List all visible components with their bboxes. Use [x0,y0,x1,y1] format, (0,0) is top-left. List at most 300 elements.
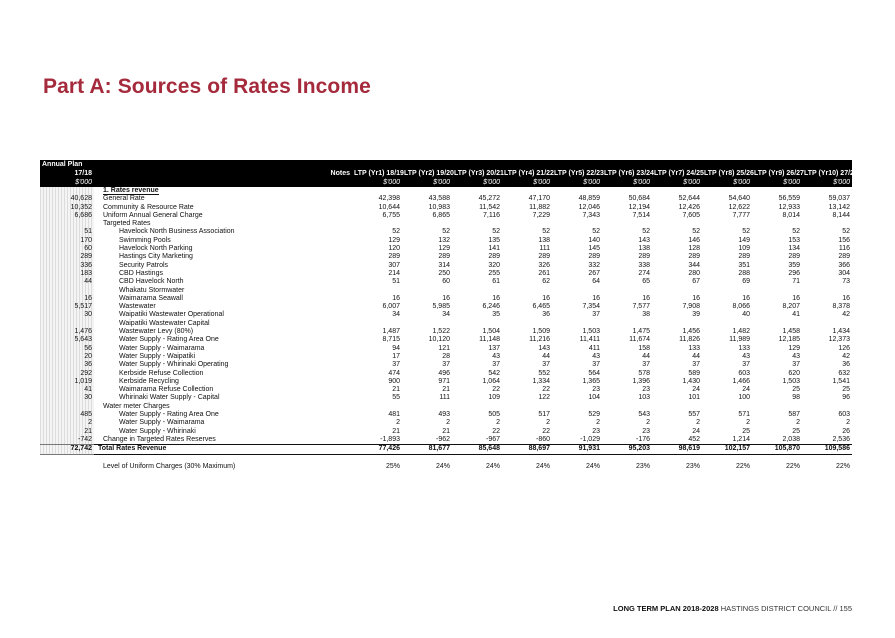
year-value [552,187,602,195]
year-value: 42 [842,311,850,319]
annual-plan-value: 292 [40,370,94,378]
notes-cell [312,353,352,361]
year-value [702,287,752,295]
year-value: 1,365 [582,377,600,385]
year-value: 16 [392,294,400,302]
year-value: 11,882 [529,203,550,211]
notes-cell [312,303,352,311]
year-value: 22 [542,427,550,435]
year-value: 6,007 [382,303,400,311]
year-value [452,320,502,328]
year-value: 36 [542,311,550,319]
year-value: 104 [588,394,600,402]
row-label: CBD Hastings [119,269,163,277]
year-value: 16 [692,294,700,302]
table-row [40,428,852,436]
column-header: LTP (Yr1) 18/19 [354,170,404,177]
year-value: 16 [592,294,600,302]
year-value [652,220,702,228]
year-value [752,320,802,328]
table-row [40,353,852,361]
table-row [40,320,852,328]
table-row [40,311,852,319]
row-label: Waipatiki Wastewater Operational [119,311,224,319]
column-unit: $'000 [452,178,502,187]
year-value: 52 [792,228,800,236]
year-value [502,320,552,328]
year-value: 1,334 [532,377,550,385]
row-label: Swimming Pools [119,236,171,244]
year-value: 39 [692,311,700,319]
row-label [94,454,312,463]
column-header: LTP (Yr5) 22/23 [554,170,604,177]
page-title: Part A: Sources of Rates Income [43,75,371,98]
annual-plan-value: 1,019 [40,378,94,386]
table-row [40,262,852,270]
table-row [40,386,852,394]
year-value [402,220,452,228]
year-value: 289 [538,253,550,261]
year-value: 1,509 [532,328,550,336]
table-row [40,463,852,471]
year-value: 61 [492,278,500,286]
year-value: 88,697 [502,445,552,454]
year-value: 1,541 [832,377,850,385]
year-value: 1,466 [732,377,750,385]
year-value: 22 [542,386,550,394]
notes-cell [312,220,352,228]
year-value: 571 [738,411,750,419]
year-value: 24 [692,386,700,394]
year-value: 37 [592,361,600,369]
row-label: General Rate [103,195,145,203]
year-value [502,454,552,463]
year-value: 138 [638,245,650,253]
annual-plan-unit: $'000 [40,178,94,187]
year-value: 135 [488,236,500,244]
table-row [40,419,852,427]
year-value: 23% [635,462,650,470]
year-value: 129 [388,236,400,244]
year-value: 116 [838,245,850,253]
year-value: 24 [742,386,750,394]
year-value [702,454,752,463]
annual-plan-value: 21 [40,428,94,436]
year-value: 10,983 [428,203,450,211]
year-value: 8,066 [732,303,750,311]
annual-plan-value: 41 [40,386,94,394]
year-value: 274 [638,269,650,277]
year-value: 6,465 [532,303,550,311]
annual-plan-value: 51 [40,228,94,236]
table-row [40,336,852,344]
year-value: 359 [788,261,800,269]
year-value: 102,157 [702,445,752,454]
year-value: 564 [588,369,600,377]
year-value: 8,378 [832,303,850,311]
row-label: Kerbside Refuse Collection [119,369,204,377]
year-value [352,187,402,195]
year-value: 603 [738,369,750,377]
annual-plan-value: 56 [40,345,94,353]
notes-cell [312,345,352,353]
notes-cell [312,411,352,419]
year-value: 314 [438,261,450,269]
year-value: 332 [588,261,600,269]
year-value: 52 [692,228,700,236]
year-value: 1,503 [582,328,600,336]
year-value: 1,482 [732,328,750,336]
year-value: 289 [588,253,600,261]
year-value: 1,064 [482,377,500,385]
year-value: 44 [642,352,650,360]
year-value: 250 [438,269,450,277]
year-value: 60 [442,278,450,286]
year-value: 101 [688,394,700,402]
year-value: 338 [638,261,650,269]
year-value: 43 [592,352,600,360]
table-row [40,212,852,220]
column-unit: $'000 [602,178,652,187]
notes-cell [312,403,352,411]
table-row [40,303,852,311]
year-value: 156 [838,236,850,244]
year-value: 22% [835,462,850,470]
year-value: 96 [842,394,850,402]
year-value [552,287,602,295]
year-value: 23 [642,427,650,435]
year-value: 1,503 [782,377,800,385]
year-value: 52 [442,228,450,236]
row-label: Waimarama Seawall [119,294,183,302]
year-value: 320 [488,261,500,269]
year-value: -1,029 [580,435,600,443]
year-value: 128 [688,245,700,253]
year-value: 143 [538,344,550,352]
notes-cell [312,287,352,295]
year-value: 52 [742,228,750,236]
year-value: 16 [642,294,650,302]
year-value [802,187,852,195]
year-value [752,403,802,411]
year-value: 2 [546,419,550,427]
year-value: 1,522 [432,328,450,336]
year-value: 41 [792,311,800,319]
table-row [40,237,852,245]
year-value [552,220,602,228]
year-value: 12,194 [628,203,650,211]
year-value [402,454,452,463]
year-value: 28 [442,352,450,360]
year-value: 7,229 [532,211,550,219]
annual-plan-value: 336 [40,262,94,270]
year-value: 34 [392,311,400,319]
year-value [802,454,852,463]
year-value: 133 [738,344,750,352]
year-value: 22 [492,386,500,394]
table-row [40,378,852,386]
year-value: 1,456 [682,328,700,336]
year-value: 16 [492,294,500,302]
year-value [352,220,402,228]
year-value: 50,684 [628,195,650,203]
year-value [352,403,402,411]
annual-plan-value: 72,742 [40,445,94,454]
year-value: 122 [538,394,550,402]
year-value: 42,398 [378,195,400,203]
year-value: 289 [688,253,700,261]
row-label: Change in Targeted Rates Reserves [103,435,216,443]
year-value: 1,475 [632,328,650,336]
year-value: 261 [538,269,550,277]
year-value: 7,908 [682,303,700,311]
year-value [602,187,652,195]
year-value: 52 [642,228,650,236]
row-label: Water Supply - Waimarama [119,344,205,352]
year-value: 8,144 [832,211,850,219]
year-value: 111 [539,245,550,253]
annual-plan-value: -742 [40,436,94,445]
year-value: 493 [438,411,450,419]
year-value: 366 [838,261,850,269]
year-value: -967 [485,435,500,443]
year-value: 529 [588,411,600,419]
annual-plan-value [40,220,94,228]
year-value: 517 [538,411,550,419]
year-value: 7,605 [682,211,700,219]
year-value [352,287,402,295]
annual-plan-value [40,463,94,471]
year-value: 37 [692,361,700,369]
year-value [702,320,752,328]
year-value: 25 [842,386,850,394]
year-value: 11,989 [729,336,750,344]
year-value: 8,014 [782,211,800,219]
column-header: LTP (Yr8) 25/26 [704,170,754,177]
year-value: 2 [796,419,800,427]
annual-plan-value: 40,628 [40,195,94,203]
row-label: Hastings City Marketing [119,253,193,261]
notes-cell [312,204,352,212]
year-value: 289 [738,253,750,261]
notes-cell [312,187,352,195]
year-value: 140 [588,236,600,244]
notes-cell [312,454,352,463]
row-label: Water Supply - Whirinaki [119,427,196,435]
annual-plan-value: 2 [40,419,94,427]
year-value: 37 [392,361,400,369]
annual-plan-value: 20 [40,353,94,361]
year-value: 95,203 [602,445,652,454]
year-value: 158 [638,344,650,352]
row-label: Water Supply - Rating Area One [119,411,219,419]
year-value: 22% [735,462,750,470]
year-value [452,287,502,295]
notes-cell [312,419,352,427]
year-value: 44 [542,352,550,360]
year-value: 137 [488,344,500,352]
year-value: 67 [692,278,700,286]
notes-cell [312,328,352,336]
row-label: Uniform Annual General Charge [103,211,203,219]
year-value: -1,893 [380,435,400,443]
year-value: 900 [388,377,400,385]
year-value: 12,046 [578,203,600,211]
year-value: 23% [685,462,700,470]
column-unit: $'000 [752,178,802,187]
year-value: 52 [592,228,600,236]
year-value: 134 [788,245,800,253]
year-value: 94 [392,344,400,352]
year-value [802,320,852,328]
year-value: 557 [688,411,700,419]
row-label: Havelock North Business Association [119,228,235,236]
column-header: LTP (Yr7) 24/25 [654,170,704,177]
year-value: -860 [535,435,550,443]
year-value: 13,142 [828,203,850,211]
year-value: 21 [442,386,450,394]
section-heading-row [40,187,852,195]
annual-plan-value [40,320,94,328]
annual-plan-value: 60 [40,245,94,253]
year-value: 578 [638,369,650,377]
year-value: 307 [388,261,400,269]
year-value: 603 [838,411,850,419]
table-row [40,253,852,261]
column-unit: $'000 [702,178,752,187]
year-value: 98 [792,394,800,402]
year-value: 289 [638,253,650,261]
notes-cell [312,336,352,344]
year-value [802,220,852,228]
year-value: 2 [696,419,700,427]
year-value: 52 [492,228,500,236]
year-value: 255 [488,269,500,277]
year-value: 21 [392,386,400,394]
year-value: 289 [438,253,450,261]
year-value: 16 [742,294,750,302]
year-value: 289 [488,253,500,261]
year-value [602,403,652,411]
year-value: 2 [496,419,500,427]
table-row [40,287,852,295]
row-label: Havelock North Parking [119,245,193,253]
year-value [452,403,502,411]
table-row [40,295,852,303]
row-label: Total Rates Revenue [94,445,312,454]
year-value: 289 [788,253,800,261]
year-value: 543 [638,411,650,419]
year-value: 288 [738,269,750,277]
year-value: 296 [788,269,800,277]
year-value: 52 [542,228,550,236]
row-label: Waimarama Refuse Collection [119,386,214,394]
year-value: 146 [688,236,700,244]
year-value [552,320,602,328]
year-value: 587 [788,411,800,419]
notes-cell [312,378,352,386]
notes-cell [312,428,352,436]
year-value: 2 [446,419,450,427]
table-row [40,278,852,286]
year-value: 55 [392,394,400,402]
year-value [502,187,552,195]
year-value: 149 [738,236,750,244]
year-value: 481 [388,411,400,419]
year-value: 23 [642,386,650,394]
annual-plan-value: 5,643 [40,336,94,344]
year-value: 1,430 [682,377,700,385]
column-header: LTP (Yr4) 21/22 [504,170,554,177]
year-value: 37 [792,361,800,369]
year-value: 1,434 [832,328,850,336]
year-value: 40 [742,311,750,319]
year-value: 8,207 [782,303,800,311]
year-value: 632 [838,369,850,377]
column-unit: $'000 [802,178,852,187]
year-value: 6,246 [482,303,500,311]
year-value: 12,373 [828,336,850,344]
row-label: Waipatiki Wastewater Capital [119,319,210,327]
year-value [402,287,452,295]
year-value [602,220,652,228]
table-row [40,270,852,278]
year-value: 24 [692,427,700,435]
year-value: 35 [492,311,500,319]
year-value: 52 [392,228,400,236]
year-value: 22% [785,462,800,470]
year-value: 25 [792,386,800,394]
annual-plan-value [40,187,94,195]
year-value: 109 [738,245,750,253]
year-value: 77,426 [352,445,402,454]
year-value: 73 [842,278,850,286]
year-value: 1,214 [732,435,750,443]
year-value [702,220,752,228]
year-value: 289 [838,253,850,261]
year-value [752,220,802,228]
column-unit: $'000 [502,178,552,187]
year-value: 22 [492,427,500,435]
year-value [452,187,502,195]
year-value: 71 [792,278,800,286]
year-value: 24% [485,462,500,470]
annual-plan-value: 5,517 [40,303,94,311]
notes-cell [312,228,352,236]
year-value: 24% [535,462,550,470]
year-value: 59,037 [828,195,850,203]
row-label: Water Supply - Whirinaki Operating [119,361,229,369]
year-value: 11,542 [479,203,500,211]
year-value: 109 [488,394,500,402]
year-value: 1,504 [482,328,500,336]
year-value [402,403,452,411]
year-value [502,220,552,228]
year-value: 37 [642,361,650,369]
table-row [40,345,852,353]
year-value: 65 [642,278,650,286]
year-value: 42 [842,352,850,360]
year-value: 25% [385,462,400,470]
year-value [602,287,652,295]
year-value: 109,586 [802,445,852,454]
year-value: 37 [492,361,500,369]
year-value: 21 [442,427,450,435]
year-value: 6,755 [382,211,400,219]
year-value: 589 [688,369,700,377]
year-value: 2 [746,419,750,427]
year-value: 280 [688,269,700,277]
